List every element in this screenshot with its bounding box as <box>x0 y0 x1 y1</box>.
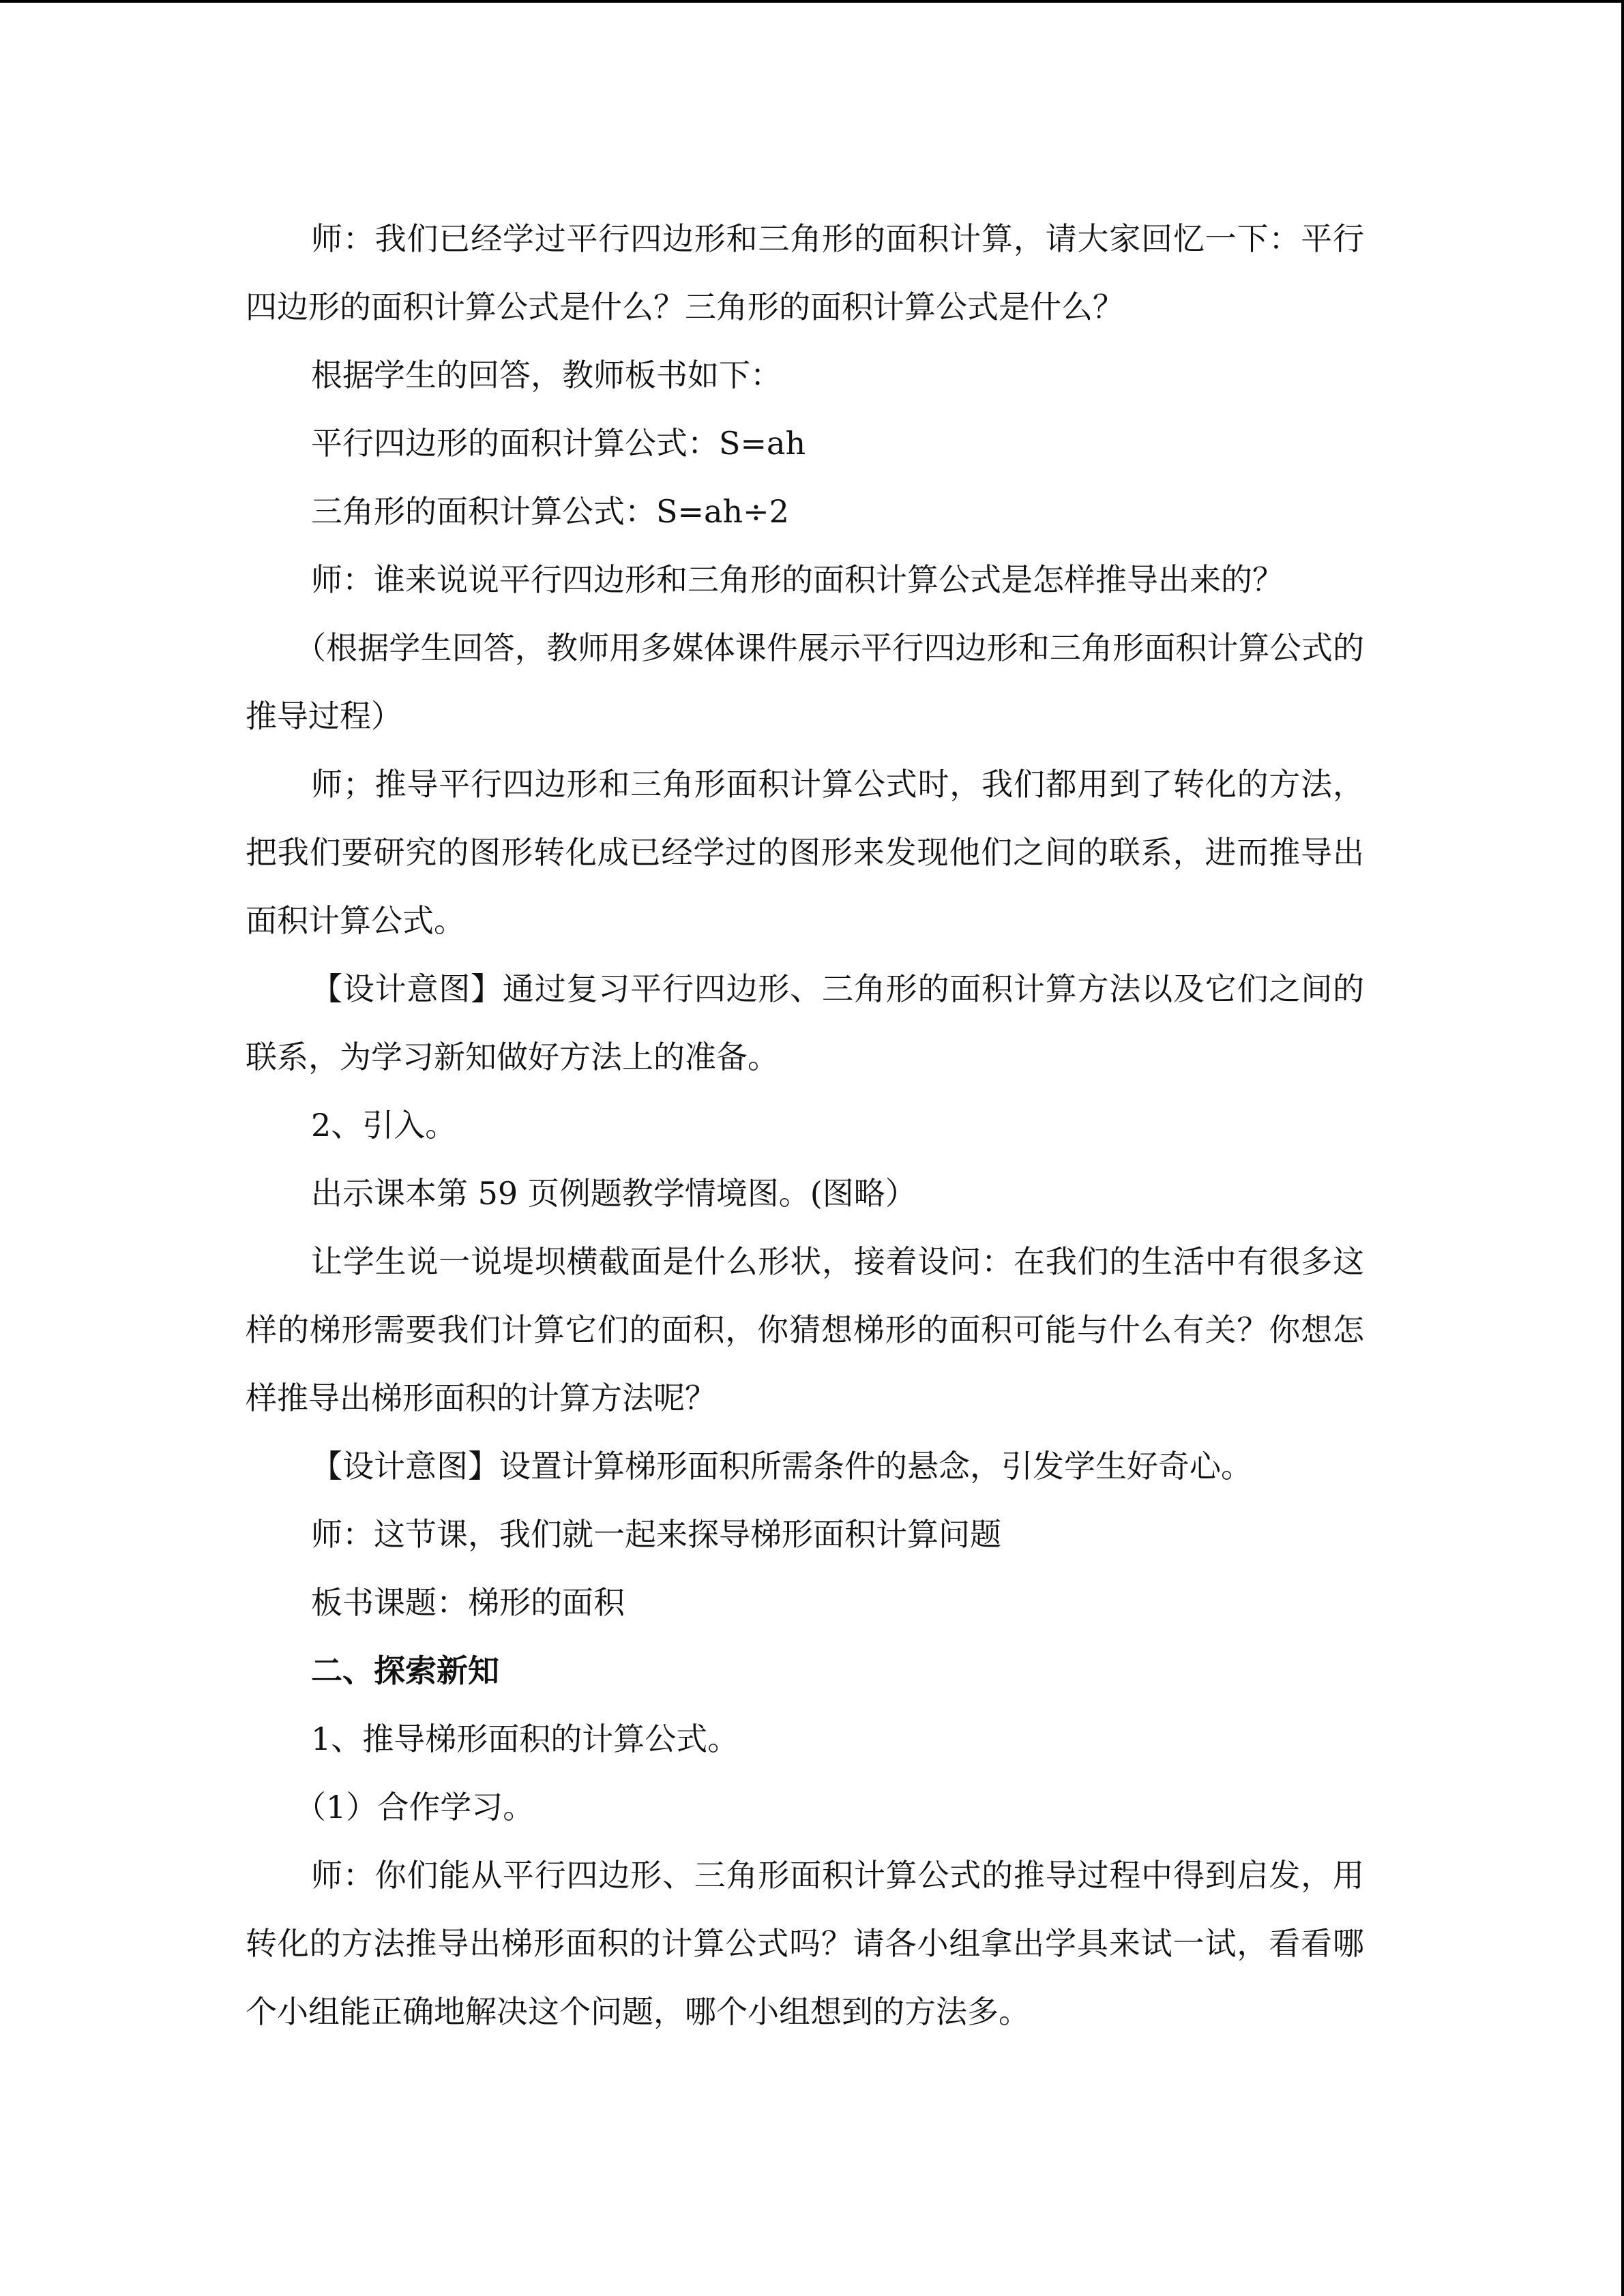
paragraph-board-intro: 根据学生的回答，教师板书如下： <box>311 357 782 393</box>
paragraph-teacher-review-question: 师：我们已经学过平行四边形和三角形的面积计算，请大家回忆一下：平行四边形的面积计算公式是什么？三角形的面积计算公式是什么？ <box>246 220 1364 325</box>
document-body <box>246 205 1364 2046</box>
paragraph-lesson-start: 师：这节课，我们就一起来探导梯形面积计算问题 <box>311 1516 1001 1553</box>
paragraph-derivation-question: 师：谁来说说平行四边形和三角形的面积计算公式是怎样推导出来的？ <box>311 561 1284 598</box>
paragraph-group-task: 师：你们能从平行四边形、三角形面积计算公式的推导过程中得到启发，用转化的方法推导出梯形面积的计算公式吗？请各小组拿出学具来试一试，看看哪个小组能正确地解决这个问题，哪个小组想到的方法多。 <box>246 1857 1364 2030</box>
paragraph-introduction-heading: 2、引入。 <box>311 1107 457 1144</box>
paragraph-textbook-figure: 出示课本第 59 页例题教学情境图。(图略） <box>311 1175 917 1212</box>
paragraph-cooperative-learning: （1）合作学习。 <box>295 1789 535 1825</box>
paragraph-design-intent-1: 【设计意图】通过复习平行四边形、三角形的面积计算方法以及它们之间的联系，为学习新知做好方法上的准备。 <box>246 970 1364 1075</box>
paragraph-multimedia-note: （根据学生回答，教师用多媒体课件展示平行四边形和三角形面积计算公式的推导过程） <box>246 629 1364 734</box>
paragraph-triangle-formula: 三角形的面积计算公式：S=ah÷2 <box>311 493 789 530</box>
paragraph-derive-formula: 1、推导梯形面积的计算公式。 <box>311 1720 739 1757</box>
paragraph-dam-question: 让学生说一说堤坝横截面是什么形状，接着设问：在我们的生活中有很多这样的梯形需要我们计算它们的面积，你猜想梯形的面积可能与什么有关？你想怎样推导出梯形面积的计算方法呢？ <box>246 1243 1364 1416</box>
page-right-border <box>1621 0 1624 2296</box>
page-top-border <box>0 0 1624 3</box>
paragraph-design-intent-2: 【设计意图】设置计算梯形面积所需条件的悬念，引发学生好奇心。 <box>311 1448 1252 1485</box>
section-heading-explore: 二、探索新知 <box>311 1652 499 1689</box>
paragraph-board-title: 板书课题：梯形的面积 <box>311 1584 625 1621</box>
paragraph-parallelogram-formula: 平行四边形的面积计算公式：S=ah <box>311 425 806 462</box>
paragraph-conversion-method: 师；推导平行四边形和三角形面积计算公式时，我们都用到了转化的方法，把我们要研究的图形转化成已经学过的图形来发现他们之间的联系，进而推导出面积计算公式。 <box>246 766 1364 939</box>
